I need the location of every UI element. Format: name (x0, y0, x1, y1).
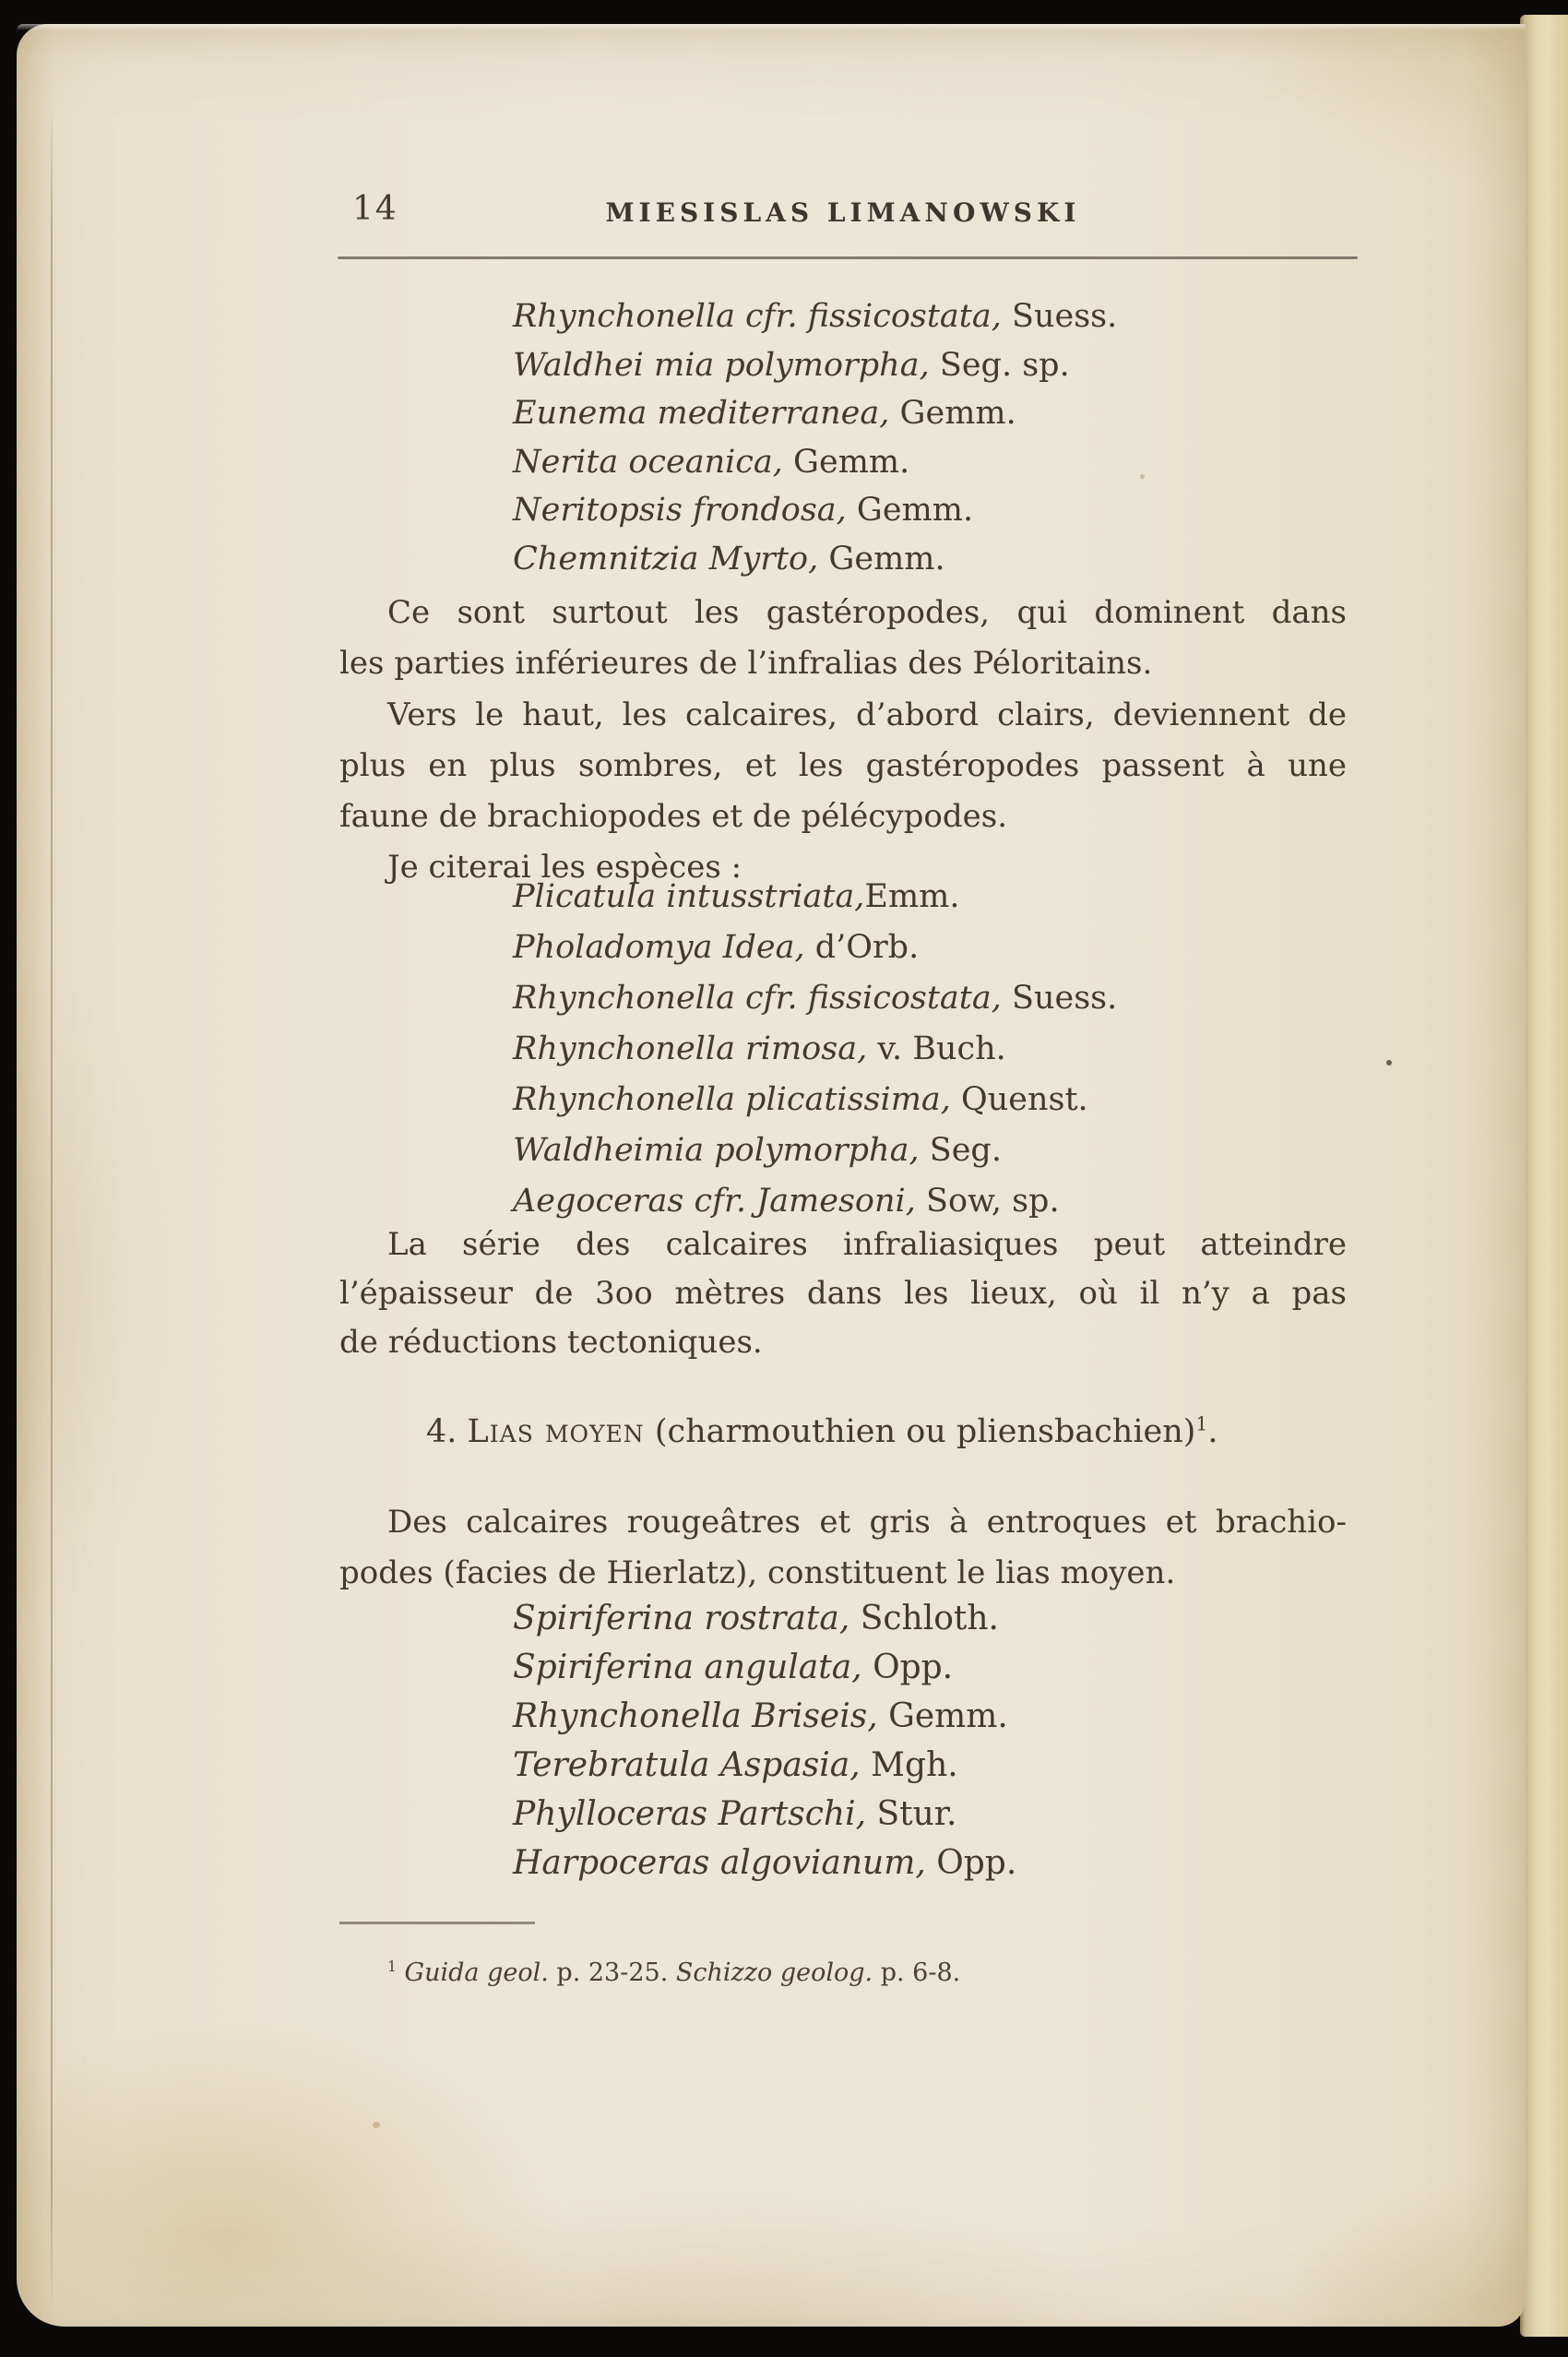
species-list-item: Neritopsis frondosa, Gemm. (513, 492, 974, 529)
species-list-item: Eunema mediterranea, Gemm. (513, 395, 1016, 432)
species-list-item: Chemnitzia Myrto, Gemm. (513, 540, 945, 577)
next-page-edge (1520, 15, 1568, 2337)
paragraph-gasteropodes: Ce sont surtout les gastéropodes, qui dominent dans les parties inférieures de l’infralias des Péloritains. (339, 594, 1347, 682)
species-list-especes (513, 872, 1343, 1227)
page-top-edge-highlight (17, 24, 1526, 30)
header-rule (338, 256, 1358, 259)
species-list-item: Rhynchonella Briseis, Gemm. (513, 1697, 1008, 1735)
section-number: 4. (426, 1413, 468, 1450)
page-number: 14 (352, 190, 398, 228)
foxing-speck (373, 2122, 380, 2128)
paragraph-serie-calcaires: La série des calcaires infraliasiques peut atteindre l’épaisseur de 3oo mètres dans les lieux, où il n’y a pas de réductions tectoniques. (339, 1226, 1347, 1361)
species-list-item: Terebratula Aspasia, Mgh. (513, 1746, 958, 1784)
footnote-reference: 1 (1195, 1412, 1208, 1435)
species-list-item: Waldhei mia polymorpha, Seg. sp. (513, 346, 1070, 384)
paragraph-citation-intro: Je citerai les espèces : (387, 849, 742, 886)
species-list-item: Pholadomya Idea, d’Orb. (513, 929, 920, 966)
species-list-item: Phylloceras Partschi, Stur. (513, 1795, 957, 1833)
footnote: $^1$ Guida geol. p. 23-25. Schizzo geolog. p. 6-8. (387, 1958, 961, 1987)
footnote-rule (339, 1922, 535, 1924)
species-list-item: Rhynchonella rimosa, v. Buch. (513, 1030, 1006, 1067)
page-left-edge-line (51, 101, 53, 2312)
species-list-item: Nerita oceanica, Gemm. (513, 443, 910, 481)
species-list-item: Plicatula intusstriata,Emm. (513, 878, 960, 915)
species-list-lias-moyen (513, 1594, 1343, 1887)
species-list-item: Rhynchonella plicatissima, Quenst. (513, 1081, 1088, 1118)
paragraph-calcaires: Vers le haut, les calcaires, d’abord clairs, deviennent de plus en plus sombres, et les gastéropodes passent à une faune de brachiopodes et de pélécypodes. (339, 696, 1347, 835)
ink-speck (1386, 1060, 1392, 1065)
paragraph-lias-moyen: Des calcaires rougeâtres et gris à entroques et brachio- podes (facies de Hierlatz), constituent le lias moyen. (339, 1504, 1347, 1591)
species-list-item: Waldheimia polymorpha, Seg. (513, 1132, 1002, 1169)
section-title: Lias moyen (467, 1413, 645, 1450)
species-list-item: Harpoceras algovianum, Opp. (513, 1844, 1017, 1882)
species-list-item: Rhynchonella cfr. fissicostata, Suess. (513, 298, 1118, 335)
footnote-number: 1 (387, 1958, 397, 1975)
section-heading: 4. Lias moyen (charmouthien ou pliensbachien)$^1$. (426, 1412, 1218, 1450)
species-list-infralias (513, 292, 1343, 583)
species-list-item: Aegoceras cfr. Jamesoni, Sow, sp. (513, 1183, 1060, 1220)
species-list-item: Spiriferina rostrata, Schloth. (513, 1600, 999, 1637)
species-list-item: Spiriferina angulata, Opp. (513, 1649, 954, 1686)
species-list-item: Rhynchonella cfr. fissicostata, Suess. (513, 980, 1118, 1017)
running-title: MIESISLAS LIMANOWSKI (605, 197, 1081, 228)
